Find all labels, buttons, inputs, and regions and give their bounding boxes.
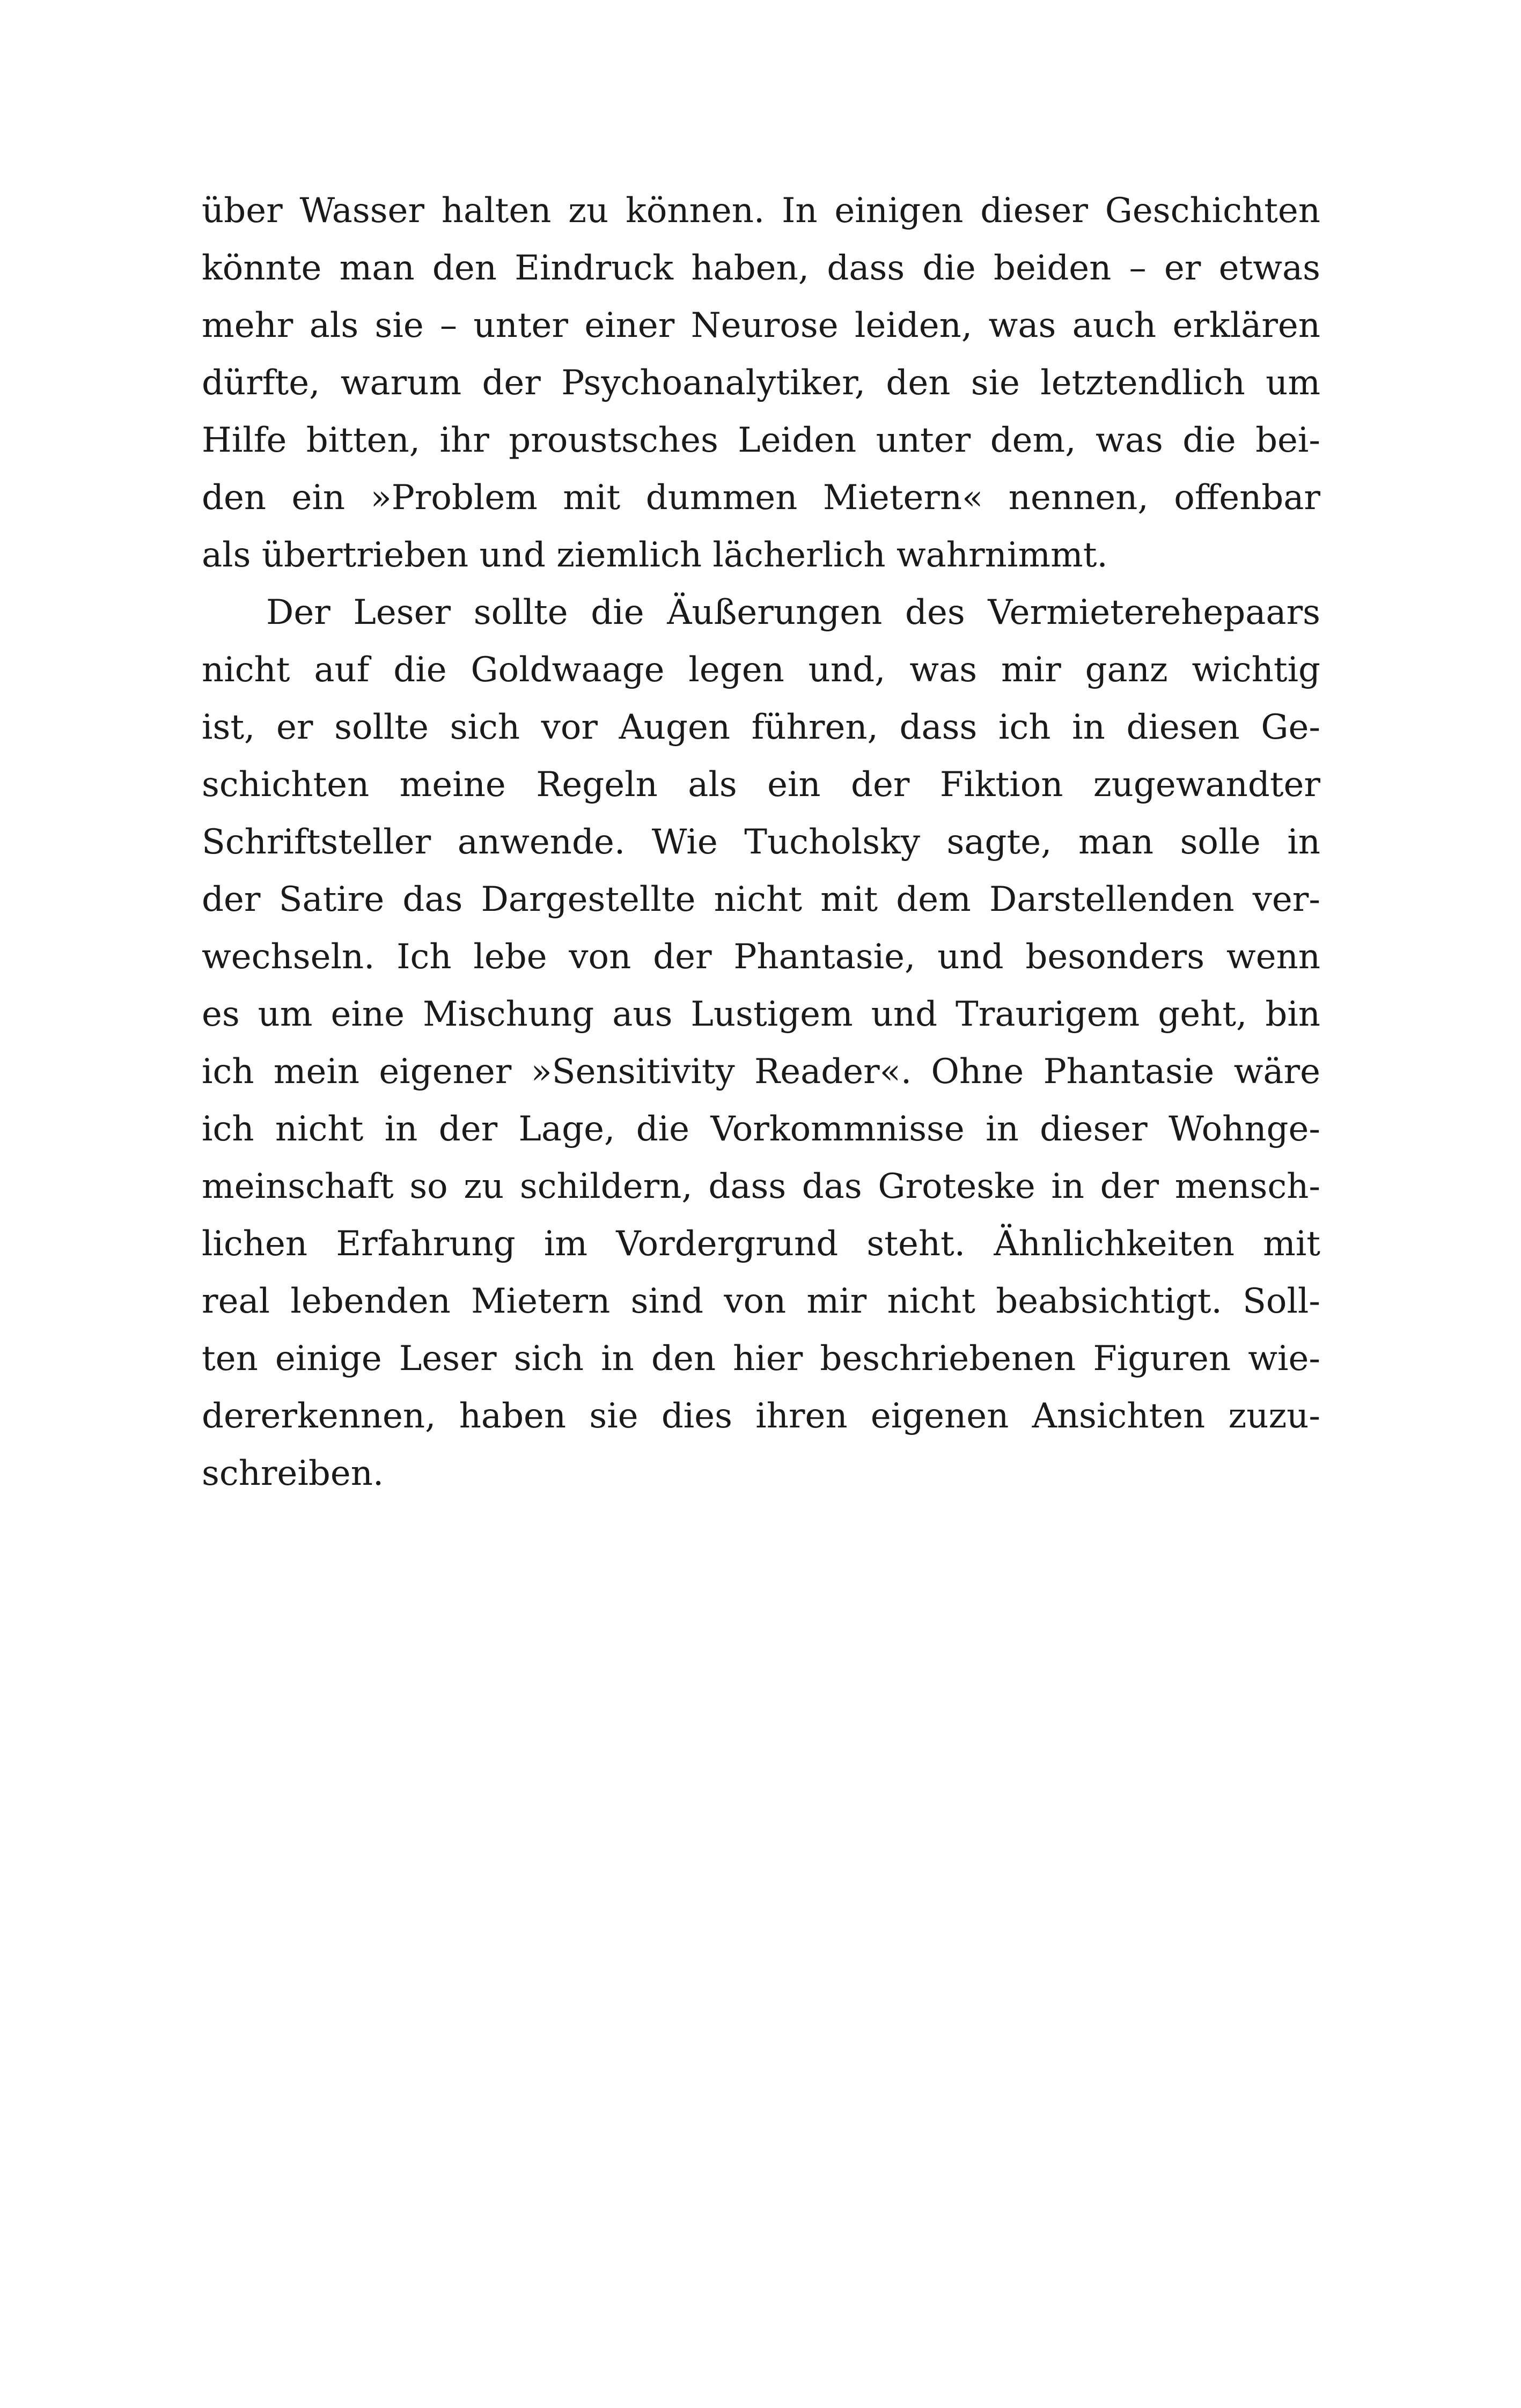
text-line: dererkennen, haben sie dies ihren eigenen Ansichten zuzu- [202, 1396, 1320, 1436]
text-line: Schriftsteller anwende. Wie Tucholsky sagte, man solle in [202, 822, 1320, 862]
text-line: als übertrieben und ziemlich lächerlich wahrnimmt. [202, 535, 1108, 575]
text-line: mehr als sie – unter einer Neurose leiden, was auch erklären [202, 306, 1320, 345]
text-line: ich nicht in der Lage, die Vorkommnisse in dieser Wohnge- [202, 1109, 1320, 1149]
text-line: Der Leser sollte die Äußerungen des Vermieterehepaars [266, 593, 1320, 632]
body-text [202, 182, 1320, 1503]
text-line: dürfte, warum der Psychoanalytiker, den sie letztendlich um [202, 363, 1320, 403]
text-line: meinschaft so zu schildern, dass das Groteske in der mensch- [202, 1167, 1320, 1206]
text-line: lichen Erfahrung im Vordergrund steht. Ähnlichkeiten mit [202, 1224, 1320, 1264]
text-line: nicht auf die Goldwaage legen und, was mir ganz wichtig [202, 650, 1320, 690]
text-line: real lebenden Mietern sind von mir nicht beabsichtigt. Soll- [202, 1282, 1320, 1321]
text-line: ist, er sollte sich vor Augen führen, dass ich in diesen Ge- [202, 708, 1320, 747]
text-line: schichten meine Regeln als ein der Fiktion zugewandter [202, 765, 1320, 805]
paragraph-2 [202, 584, 1320, 1503]
text-line: Hilfe bitten, ihr proustsches Leiden unter dem, was die bei- [202, 421, 1320, 460]
paragraph-1 [202, 182, 1320, 584]
text-line: ich mein eigener »Sensitivity Reader«. Ohne Phantasie wäre [202, 1052, 1320, 1092]
text-line: schreiben. [202, 1454, 384, 1493]
text-line: über Wasser halten zu können. In einigen dieser Geschichten [202, 191, 1320, 231]
text-line: wechseln. Ich lebe von der Phantasie, und besonders wenn [202, 937, 1320, 977]
text-line: könnte man den Eindruck haben, dass die beiden – er etwas [202, 248, 1320, 288]
text-line: es um eine Mischung aus Lustigem und Traurigem geht, bin [202, 995, 1320, 1034]
text-line: den ein »Problem mit dummen Mietern« nennen, offenbar [202, 478, 1320, 518]
text-line: ten einige Leser sich in den hier beschriebenen Figuren wie- [202, 1339, 1320, 1379]
text-line: der Satire das Dargestellte nicht mit dem Darstellenden ver- [202, 880, 1320, 919]
